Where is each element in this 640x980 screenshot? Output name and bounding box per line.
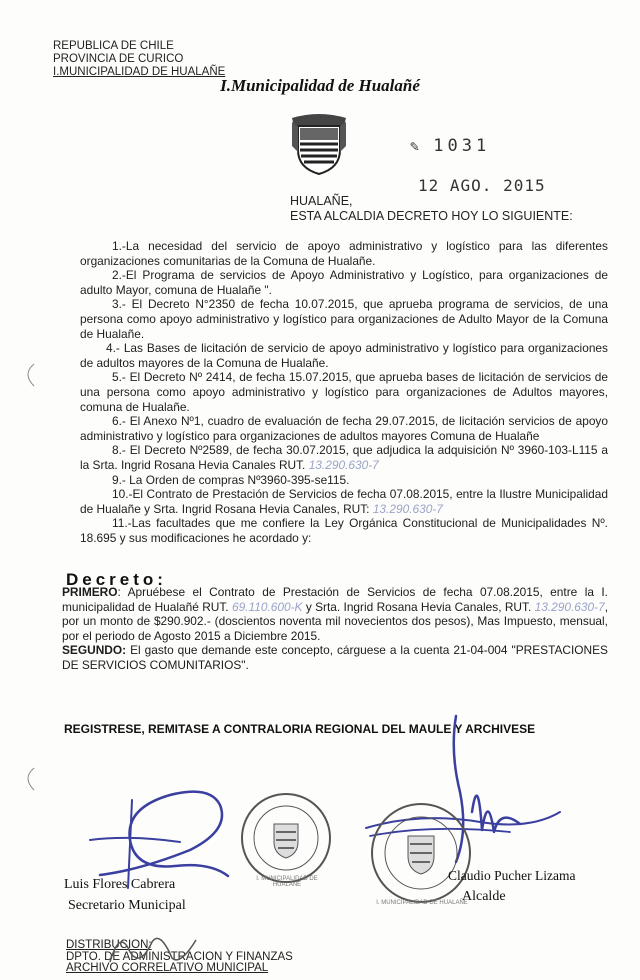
considerando-2: 2.-El Programa de servicios de Apoyo Administrativo y Logístico, para organizaciones de adulto Mayor, comuna de Hualañe ".	[80, 268, 608, 297]
considerando-6: 6.- El Anexo Nº1, cuadro de evaluación de fecha 29.07.2015, de licitación servicios de apoyo administrativo y logístico para organizaciones de adultos mayores Comuna de Hualañe	[80, 414, 608, 443]
considerando-10: 10.-El Contrato de Prestación de Servicios de fecha 07.08.2015, entre la Ilustre Municipalidad de Hualañe y Srta. Ingrid Rosana Hevia Canales, RUT: 13.290.630-7	[80, 487, 608, 516]
punch-hole-icon	[18, 360, 38, 390]
considerando-8: 8.- El Decreto Nº2589, de fecha 30.07.2015, que adjudica la adquisición Nº 3960-103-L115 a la Srta. Ingrid Rosana Hevia Canales RUT. 13.290.630-7	[80, 443, 608, 472]
seal-right-icon	[368, 800, 474, 906]
decreto-heading: Decreto:	[66, 570, 167, 589]
redacted-rut: 69.110.600-K	[231, 599, 303, 614]
distribution-heading: DISTRIBUCION:	[66, 939, 152, 951]
signatory-right-title: Alcalde	[462, 889, 506, 904]
signatory-left-title: Secretario Municipal	[68, 898, 186, 913]
letterhead	[53, 40, 225, 79]
signatory-right-name: Claudio Pucher Lizama	[448, 868, 576, 883]
segundo-clause: SEGUNDO: El gasto que demande este concepto, cárguese a la cuenta 21-04-004 "PRESTACIONES DE SERVICIOS COMUNITARIOS".	[62, 643, 608, 672]
place: HUALAÑE,	[290, 194, 353, 208]
considerandos	[80, 239, 608, 545]
considerando-1: 1.-La necesidad del servicio de apoyo administrativo y logístico para las diferentes organizaciones comunitarias de la Comuna de Hualañe.	[80, 239, 608, 268]
distribution-item: DPTO. DE ADMINISTRACION Y FINANZAS	[66, 950, 293, 963]
preamble	[290, 194, 573, 224]
primero-clause: PRIMERO: Apruébese el Contrato de Prestación de Servicios de fecha 07.08.2015, entre la I. municipalidad de Hualañé RUT. 69.110.600-K y Srta. Ingrid Rosana Hevia Canales, RUT. 13.290.630-7, por un monto de $290.902.- (doscientos noventa mil novecientos dos pesos), Mas Impuesto, mensual, por el periodo de Agosto 2015 a Diciembre 2015.	[62, 585, 609, 643]
decree-number: ✎ 1031	[410, 136, 491, 156]
closing-instruction: REGISTRESE, REMITASE A CONTRALORIA REGIONAL DEL MAULE Y ARCHIVESE	[64, 722, 536, 736]
coat-of-arms-icon	[288, 112, 350, 176]
date-stamp: 12 AGO. 2015	[418, 176, 546, 195]
seal-left-icon	[238, 790, 334, 886]
considerando-4: 4.- Las Bases de licitación de servicio de apoyo administrativo y logístico para organizaciones de adultos mayores de la Comuna de Hualañe.	[80, 341, 608, 370]
letterhead-country: REPUBLICA DE CHILE	[53, 40, 174, 52]
distribution-item: ARCHIVO CORRELATIVO MUNICIPAL	[66, 962, 269, 974]
redacted-rut: 13.290.630-7	[372, 501, 443, 516]
initials-scribble-icon	[100, 922, 210, 972]
seal-left-text: I. MUNICIPALIDAD DE HUALAÑE	[256, 876, 318, 888]
folio-mark-icon: ✎	[410, 137, 420, 155]
considerando-5: 5.- El Decreto Nº 2414, de fecha 15.07.2015, que aprueba bases de licitación de servicios de una persona como apoyo administrativo y logístico para organizaciones de Adultos mayores, comuna de Hualañe.	[80, 370, 608, 414]
punch-hole-icon	[18, 764, 38, 794]
signature-left-icon	[70, 780, 250, 890]
decree-statement: ESTA ALCALDIA DECRETO HOY LO SIGUIENTE:	[290, 209, 573, 223]
document-title: I.Municipalidad de Hualañé	[220, 76, 420, 95]
considerando-11: 11.-Las facultades que me confiere la Ley Orgánica Constitucional de Municipalidades Nº. 18.695 y sus modificaciones he acordado y:	[80, 516, 608, 545]
decreto-body	[62, 585, 608, 673]
seal-right-text: I. MUNICIPALIDAD DE HUALAÑE	[376, 900, 468, 906]
letterhead-province: PROVINCIA DE CURICO	[53, 53, 184, 65]
redacted-rut: 13.290.630-7	[534, 599, 605, 614]
considerando-9: 9.- La Orden de compras Nº3960-395-se115.	[112, 472, 350, 487]
letterhead-municipality: I.MUNICIPALIDAD DE HUALAÑE	[53, 66, 226, 78]
considerando-3: 3.- El Decreto N°2350 de fecha 10.07.2015, que aprueba programa de servicios, de una persona como apoyo administrativo y logístico para organizaciones de Adulto Mayor de la Comuna de Hualañe.	[80, 297, 608, 341]
signatory-left-name: Luis Flores Cabrera	[64, 877, 176, 892]
redacted-rut: 13.290.630-7	[308, 457, 379, 472]
